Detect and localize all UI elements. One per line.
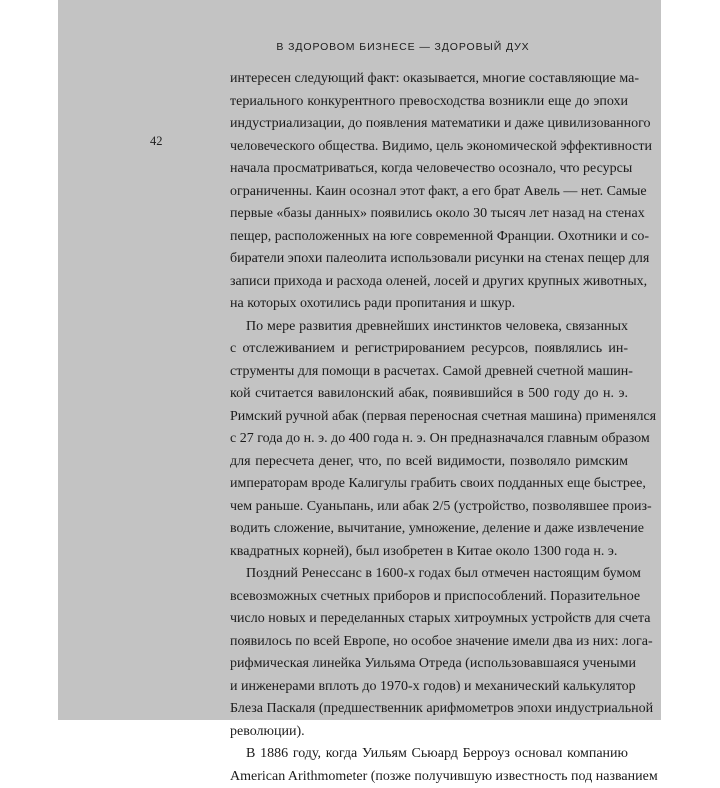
text-line: териального конкурентного превосходства возникли еще до эпохи xyxy=(230,91,628,114)
text-line: По мере развития древнейших инстинктов человека, связанных xyxy=(230,316,628,339)
text-line: на которых охотились ради пропитания и шкур. xyxy=(230,293,628,316)
paragraph xyxy=(230,68,628,316)
text-line: и инженерами вплоть до 1970-х годов) и механический калькулятор xyxy=(230,676,628,699)
text-line: записи прихода и расхода оленей, лосей и других крупных животных, xyxy=(230,271,628,294)
text-line: революции). xyxy=(230,721,628,744)
text-line: для пересчета денег, что, по всей видимости, позволяло римским xyxy=(230,451,628,474)
text-line: всевозможных счетных приборов и приспособлений. Поразительное xyxy=(230,586,628,609)
book-page xyxy=(58,0,661,720)
text-line: водить сложение, вычитание, умножение, деление и даже извлечение xyxy=(230,518,628,541)
text-line: В 1886 году, когда Уильям Сьюард Берроуз основал компанию xyxy=(230,743,628,766)
text-line: императорам вроде Калигулы грабить своих подданных еще быстрее, xyxy=(230,473,628,496)
text-line: с 27 года до н. э. до 400 года н. э. Он предназначался главным образом xyxy=(230,428,628,451)
text-line: биратели эпохи палеолита использовали рисунки на стенах пещер для xyxy=(230,248,628,271)
text-line: человеческого общества. Видимо, цель экономической эффективности xyxy=(230,136,628,159)
text-line: чем раньше. Суаньпань, или абак 2/5 (устройство, позволявшее произ- xyxy=(230,496,628,519)
running-head: В ЗДОРОВОМ БИЗНЕСЕ — ЗДОРОВЫЙ ДУХ xyxy=(253,41,553,53)
text-line: Поздний Ренессанс в 1600-х годах был отмечен настоящим бумом xyxy=(230,563,628,586)
text-line: пещер, расположенных на юге современной Франции. Охотники и со- xyxy=(230,226,628,249)
text-line: кой считается вавилонский абак, появившийся в 500 году до н. э. xyxy=(230,383,628,406)
text-line: American Arithmometer (позже получившую известность под названием xyxy=(230,766,628,788)
text-line: Римский ручной абак (первая переносная счетная машина) применялся xyxy=(230,406,628,429)
text-line: Блеза Паскаля (предшественник арифмометров эпохи индустриальной xyxy=(230,698,628,721)
text-line: интересен следующий факт: оказывается, многие составляющие ма- xyxy=(230,68,628,91)
page-number: 42 xyxy=(150,134,163,149)
text-line: струменты для помощи в расчетах. Самой древней счетной машин- xyxy=(230,361,628,384)
text-line: квадратных корней), был изобретен в Китае около 1300 года н. э. xyxy=(230,541,628,564)
paragraph xyxy=(230,563,628,743)
text-line: с отслеживанием и регистрированием ресурсов, появлялись ин- xyxy=(230,338,628,361)
text-line: рифмическая линейка Уильяма Отреда (использовавшаяся учеными xyxy=(230,653,628,676)
paragraph xyxy=(230,743,628,788)
text-line: начала просматриваться, когда человечество осознало, что ресурсы xyxy=(230,158,628,181)
paragraph xyxy=(230,316,628,564)
text-line: появилось по всей Европе, но особое значение имели два из них: лога- xyxy=(230,631,628,654)
text-line: число новых и переделанных старых хитроумных устройств для счета xyxy=(230,608,628,631)
body-text xyxy=(230,68,628,788)
text-line: индустриализации, до появления математики и даже цивилизованного xyxy=(230,113,628,136)
text-line: ограниченны. Каин осознал этот факт, а его брат Авель — нет. Самые xyxy=(230,181,628,204)
text-line: первые «базы данных» появились около 30 тысяч лет назад на стенах xyxy=(230,203,628,226)
